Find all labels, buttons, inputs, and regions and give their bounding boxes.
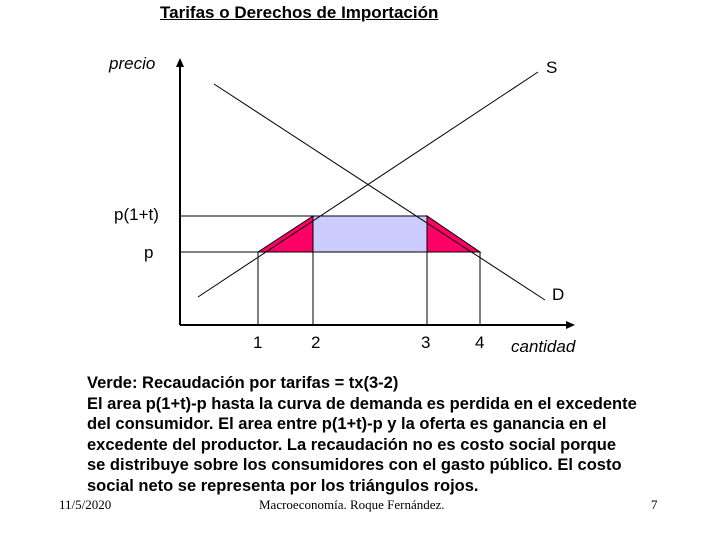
footer-author: Macroeconomía. Roque Fernández.: [259, 497, 445, 512]
quantity-label-2: 2: [311, 333, 321, 352]
explanation-line: excedente del productor. La recaudación no es costo social porque: [87, 435, 617, 454]
explanation-line: se distribuye sobre los consumidores con el gasto público. El costo: [87, 456, 622, 474]
slide-title: Tarifas o Derechos de Importación: [160, 3, 439, 22]
deadweight-triangle-left: [258, 216, 313, 252]
explanation-line: social neto se representa por los triángulos rojos.: [87, 476, 479, 495]
tariff-revenue-area: [313, 216, 427, 252]
x-axis-label: cantidad: [511, 337, 576, 356]
explanation-line: El area p(1+t)-p hasta la curva de demanda es perdida en el excedente: [87, 394, 637, 413]
y-axis-label: precio: [109, 54, 156, 73]
footer-page-number: 7: [651, 497, 658, 512]
footer-date: 11/5/2020: [59, 497, 112, 512]
demand-label: D: [552, 285, 565, 304]
tariff-price-label: p(1+t): [114, 205, 159, 224]
explanation-line: Verde: Recaudación por tarifas = tx(3-2): [87, 374, 399, 392]
quantity-label-4: 4: [475, 333, 485, 352]
deadweight-triangle-right: [427, 216, 480, 252]
supply-label: S: [546, 58, 558, 77]
world-price-label: p: [144, 243, 154, 262]
explanation-line: del consumidor. El area entre p(1+t)-p y la oferta es ganancia en el: [87, 415, 607, 433]
y-axis-arrow: [176, 58, 184, 67]
x-axis-arrow: [566, 321, 575, 329]
quantity-label-3: 3: [421, 333, 431, 352]
quantity-label-1: 1: [253, 333, 263, 352]
explanation-text: [87, 373, 707, 496]
demand-curve: [214, 84, 545, 300]
